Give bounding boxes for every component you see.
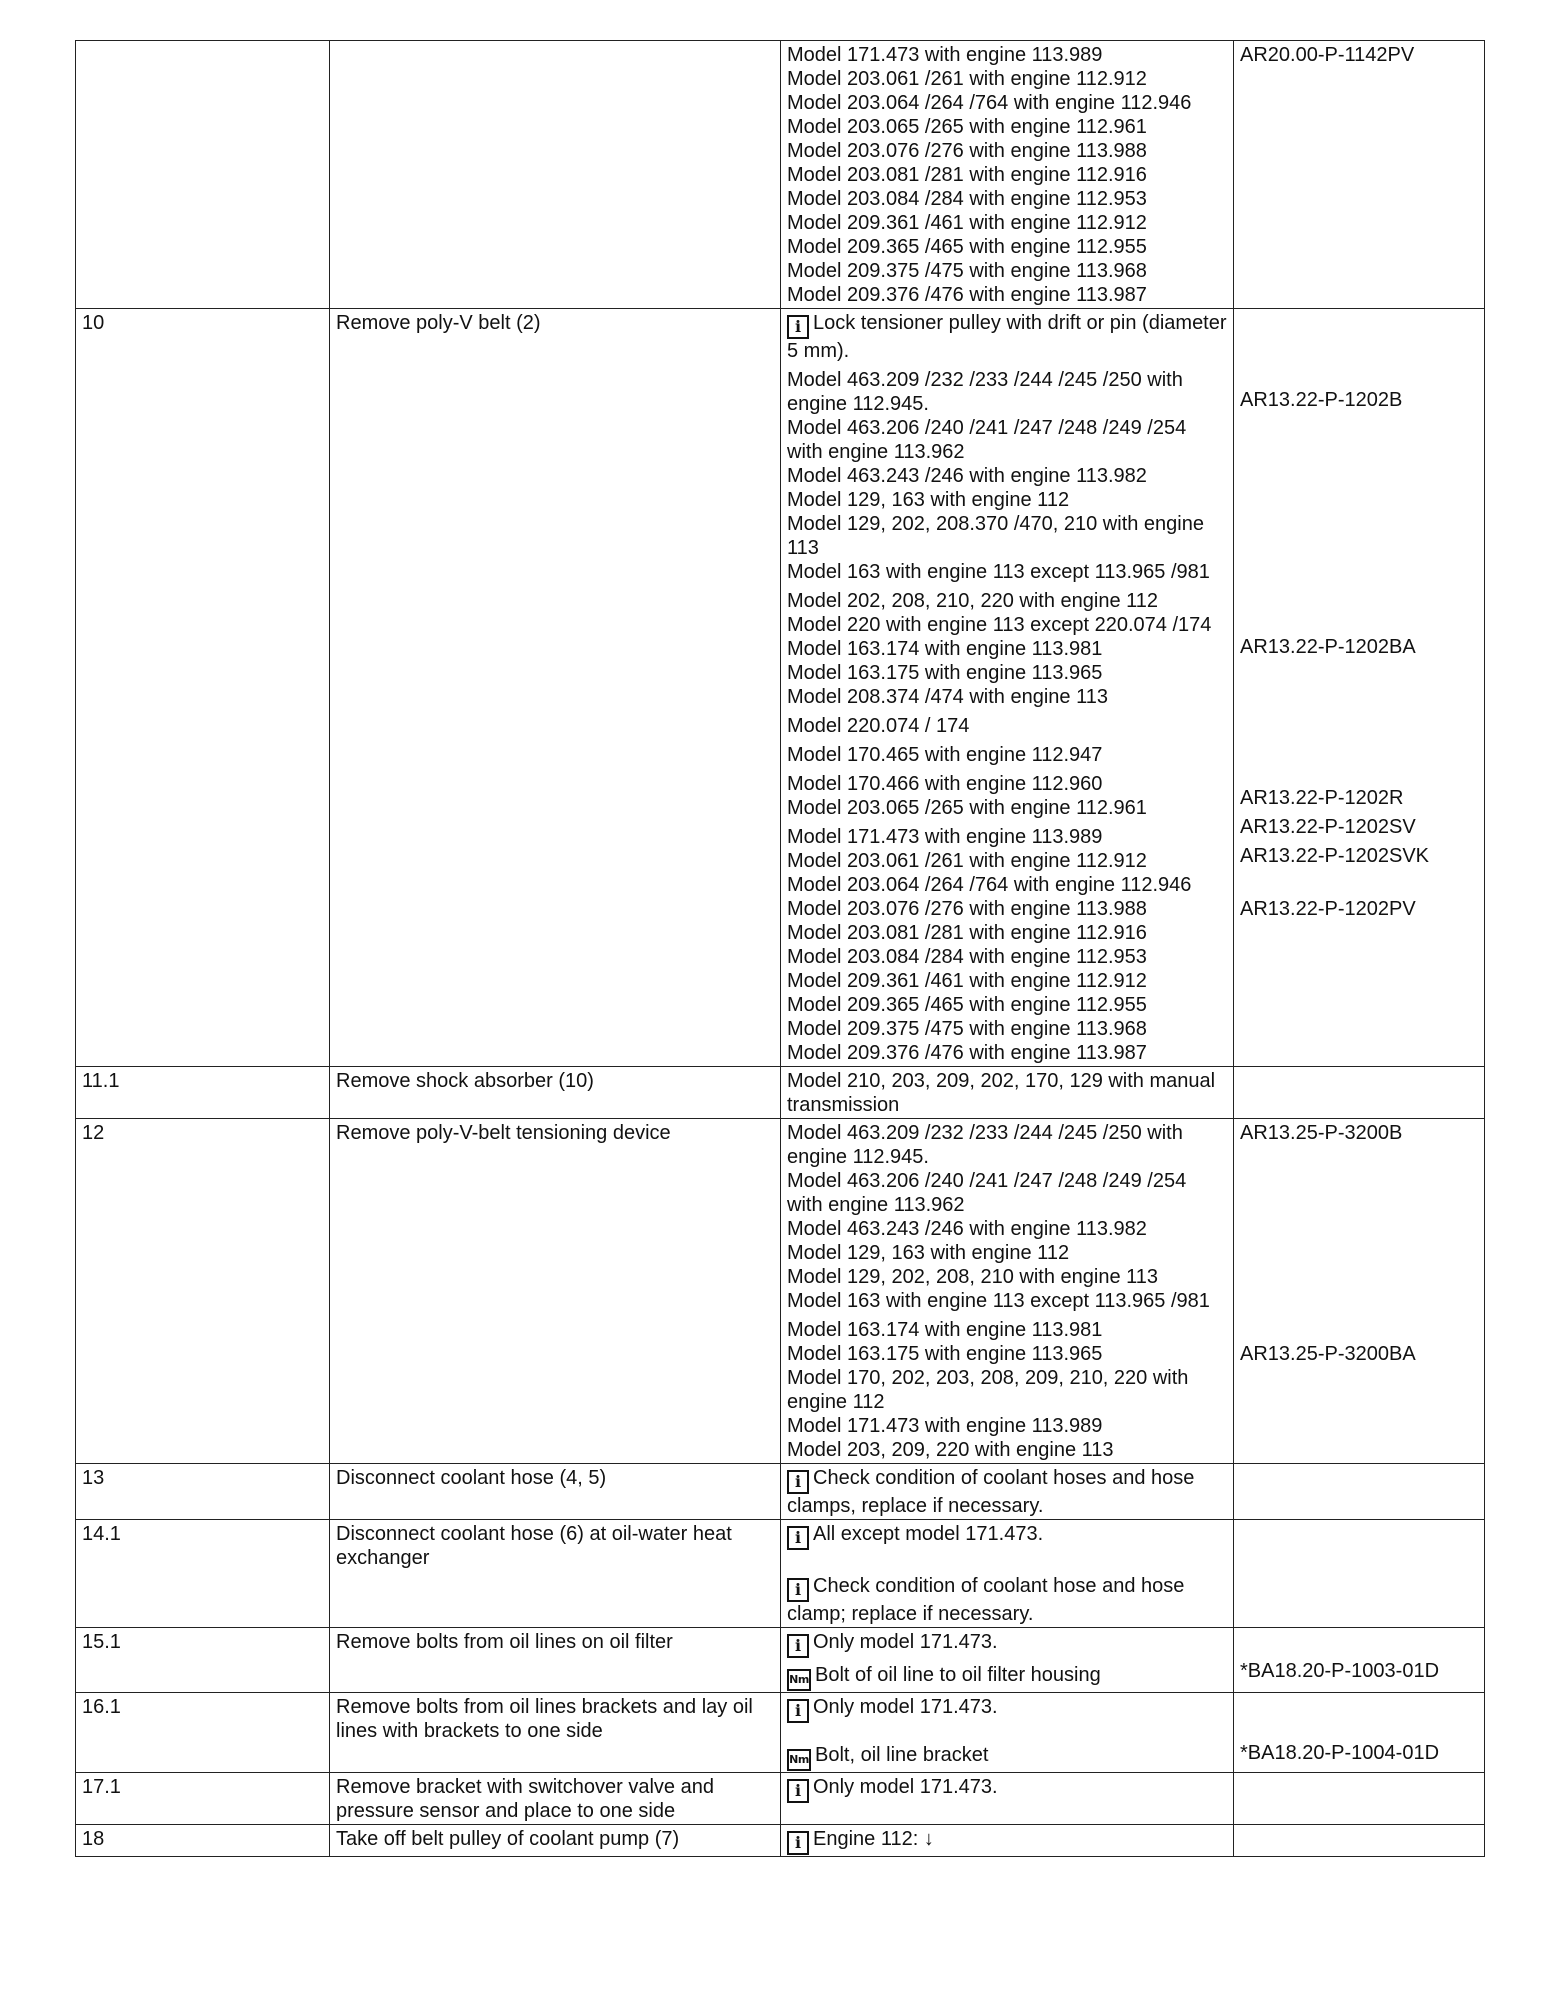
note [787,1466,1227,1518]
model-group [787,743,1227,767]
model-line: Model 203.081 /281 with engine 112.916 [787,922,1147,944]
reference-link[interactable]: AR13.22-P-1202SVK [1240,845,1430,867]
note-text: Bolt, oil line bracket [815,1744,989,1766]
model-line: Model 203.064 /264 /764 with engine 112.946 [787,874,1192,896]
model-line: Model 209.365 /465 with engine 112.955 [787,236,1147,258]
note-text: Lock tensioner pulley with drift or pin (diameter 5 mm). [787,312,1227,362]
model-notes [781,1067,1234,1119]
model-line: Model 171.473 with engine 113.989 [787,44,1103,66]
reference-cell [1234,1520,1485,1628]
info-icon: i [787,1578,809,1602]
step-number: 16.1 [76,1693,330,1773]
reference-link[interactable]: *BA18.20-P-1003-01D [1240,1660,1440,1682]
model-line: Model 170.465 with engine 112.947 [787,744,1103,766]
table-row [76,41,1485,309]
model-line: Model 129, 202, 208.370 /470, 210 with engine 113 [787,513,1204,559]
model-line: Model 203.076 /276 with engine 113.988 [787,140,1147,162]
model-line: Model 170, 202, 203, 208, 209, 210, 220 with engine 112 [787,1367,1189,1413]
model-notes [781,1520,1234,1628]
note-text: Bolt of oil line to oil filter housing [815,1664,1101,1686]
step-description: Disconnect coolant hose (6) at oil-water heat exchanger [330,1520,781,1628]
reference-cell [1234,41,1485,309]
torque-note [787,1663,1227,1691]
step-number: 14.1 [76,1520,330,1628]
note-text: Engine 112: ↓ [813,1828,934,1850]
model-group [787,772,1227,820]
step-description: Remove bracket with switchover valve and pressure sensor and place to one side [330,1773,781,1825]
model-line: Model 209.375 /475 with engine 113.968 [787,260,1147,282]
model-notes [781,1628,1234,1693]
note [787,311,1227,363]
info-icon: i [787,1526,809,1550]
model-line: Model 203.061 /261 with engine 112.912 [787,68,1147,90]
reference-cell [1234,309,1485,1067]
model-line: Model 463.209 /232 /233 /244 /245 /250 with engine 112.945. [787,369,1183,415]
step-number: 13 [76,1464,330,1520]
step-number [76,41,330,309]
note [787,1775,1227,1803]
reference-cell [1234,1119,1485,1464]
table-row [76,1825,1485,1857]
step-description: Remove poly-V-belt tensioning device [330,1119,781,1464]
torque-nm-icon: Nm [787,1669,811,1691]
table-row [76,1464,1485,1520]
reference-link[interactable]: AR13.22-P-1202BA [1240,636,1416,658]
step-number: 17.1 [76,1773,330,1825]
table-row [76,1119,1485,1464]
model-line: Model 170.466 with engine 112.960 [787,773,1103,795]
step-description: Take off belt pulley of coolant pump (7) [330,1825,781,1857]
model-line: Model 463.206 /240 /241 /247 /248 /249 /254 with engine 113.962 [787,1170,1187,1216]
reference-cell [1234,1825,1485,1857]
reference-link[interactable]: AR13.22-P-1202R [1240,787,1404,809]
model-line: Model 129, 163 with engine 112 [787,489,1070,511]
model-line: Model 463.243 /246 with engine 113.982 [787,465,1147,487]
table-row [76,1067,1485,1119]
note-text: Check condition of coolant hoses and hose clamps, replace if necessary. [787,1467,1195,1517]
model-line: Model 129, 202, 208, 210 with engine 113 [787,1266,1159,1288]
model-notes [781,1773,1234,1825]
step-description: Remove poly-V belt (2) [330,309,781,1067]
procedure-table [75,40,1485,1857]
model-line: Model 203, 209, 220 with engine 113 [787,1439,1114,1461]
reference-link[interactable]: AR13.22-P-1202PV [1240,898,1416,920]
model-line: Model 163.175 with engine 113.965 [787,1343,1103,1365]
note-text: Only model 171.473. [813,1776,998,1798]
model-notes [781,1119,1234,1464]
model-line: Model 203.076 /276 with engine 113.988 [787,898,1147,920]
model-group [787,589,1227,709]
info-icon: i [787,1831,809,1855]
model-line: Model 203.064 /264 /764 with engine 112.946 [787,92,1192,114]
model-line: Model 203.065 /265 with engine 112.961 [787,797,1147,819]
model-line: Model 203.084 /284 with engine 112.953 [787,188,1147,210]
table-row [76,1520,1485,1628]
model-notes [781,1825,1234,1857]
model-line: Model 209.375 /475 with engine 113.968 [787,1018,1147,1040]
model-line: Model 163.175 with engine 113.965 [787,662,1103,684]
step-description [330,41,781,309]
model-notes [781,1693,1234,1773]
model-line: Model 220 with engine 113 except 220.074 /174 [787,614,1212,636]
note [787,1522,1227,1550]
step-number: 11.1 [76,1067,330,1119]
note-text: Only model 171.473. [813,1631,998,1653]
step-description: Remove shock absorber (10) [330,1067,781,1119]
model-group [787,1318,1227,1462]
reference-link[interactable]: AR13.22-P-1202SV [1240,816,1416,838]
reference-link[interactable]: *BA18.20-P-1004-01D [1240,1742,1440,1764]
reference-link[interactable]: AR13.25-P-3200BA [1240,1343,1416,1365]
reference-cell [1234,1773,1485,1825]
model-line: Model 210, 203, 209, 202, 170, 129 with manual transmission [787,1070,1216,1116]
model-notes [781,309,1234,1067]
model-line: Model 163.174 with engine 113.981 [787,1319,1103,1341]
model-line: Model 208.374 /474 with engine 113 [787,686,1108,708]
model-line: Model 209.376 /476 with engine 113.987 [787,1042,1147,1064]
reference-link[interactable]: AR20.00-P-1142PV [1240,44,1415,66]
model-line: Model 203.061 /261 with engine 112.912 [787,850,1147,872]
step-number: 18 [76,1825,330,1857]
note [787,1827,1227,1855]
torque-note [787,1743,1227,1771]
model-line: Model 129, 163 with engine 112 [787,1242,1070,1264]
reference-cell [1234,1067,1485,1119]
model-line: Model 203.084 /284 with engine 112.953 [787,946,1147,968]
model-group [787,825,1227,1065]
model-notes [781,41,1234,309]
model-line: Model 463.206 /240 /241 /247 /248 /249 /254 with engine 113.962 [787,417,1187,463]
model-line: Model 209.376 /476 with engine 113.987 [787,284,1147,306]
model-line: Model 463.209 /232 /233 /244 /245 /250 with engine 112.945. [787,1122,1183,1168]
step-description: Disconnect coolant hose (4, 5) [330,1464,781,1520]
step-number: 12 [76,1119,330,1464]
info-icon: i [787,315,809,339]
model-line: Model 220.074 / 174 [787,715,970,737]
reference-cell [1234,1464,1485,1520]
info-icon: i [787,1634,809,1658]
model-group [787,43,1227,307]
info-icon: i [787,1699,809,1723]
note [787,1630,1227,1658]
model-line: Model 209.365 /465 with engine 112.955 [787,994,1147,1016]
step-number: 15.1 [76,1628,330,1693]
model-group [787,714,1227,738]
model-line: Model 209.361 /461 with engine 112.912 [787,212,1147,234]
model-group [787,368,1227,584]
step-number: 10 [76,309,330,1067]
note-text: All except model 171.473. [813,1523,1044,1545]
table-row [76,1628,1485,1693]
model-group [787,1121,1227,1313]
model-line: Model 163 with engine 113 except 113.965 /981 [787,1290,1210,1312]
torque-nm-icon: Nm [787,1749,811,1771]
model-line: Model 203.065 /265 with engine 112.961 [787,116,1147,138]
model-line: Model 202, 208, 210, 220 with engine 112 [787,590,1159,612]
reference-cell [1234,1628,1485,1693]
model-line: Model 171.473 with engine 113.989 [787,826,1103,848]
table-row [76,1693,1485,1773]
reference-cell [1234,1693,1485,1773]
note [787,1695,1227,1723]
model-line: Model 463.243 /246 with engine 113.982 [787,1218,1147,1240]
model-line: Model 209.361 /461 with engine 112.912 [787,970,1147,992]
table-row [76,1773,1485,1825]
step-description: Remove bolts from oil lines brackets and lay oil lines with brackets to one side [330,1693,781,1773]
table-row [76,309,1485,1067]
model-line: Model 171.473 with engine 113.989 [787,1415,1103,1437]
info-icon: i [787,1779,809,1803]
info-icon: i [787,1470,809,1494]
model-line: Model 163 with engine 113 except 113.965 /981 [787,561,1210,583]
model-notes [781,1464,1234,1520]
note-text: Check condition of coolant hose and hose clamp; replace if necessary. [787,1575,1185,1625]
model-line: Model 163.174 with engine 113.981 [787,638,1103,660]
note-text: Only model 171.473. [813,1696,998,1718]
model-line: Model 203.081 /281 with engine 112.916 [787,164,1147,186]
step-description: Remove bolts from oil lines on oil filter [330,1628,781,1693]
reference-link[interactable]: AR13.22-P-1202B [1240,389,1403,411]
note [787,1574,1227,1626]
reference-link[interactable]: AR13.25-P-3200B [1240,1122,1403,1144]
